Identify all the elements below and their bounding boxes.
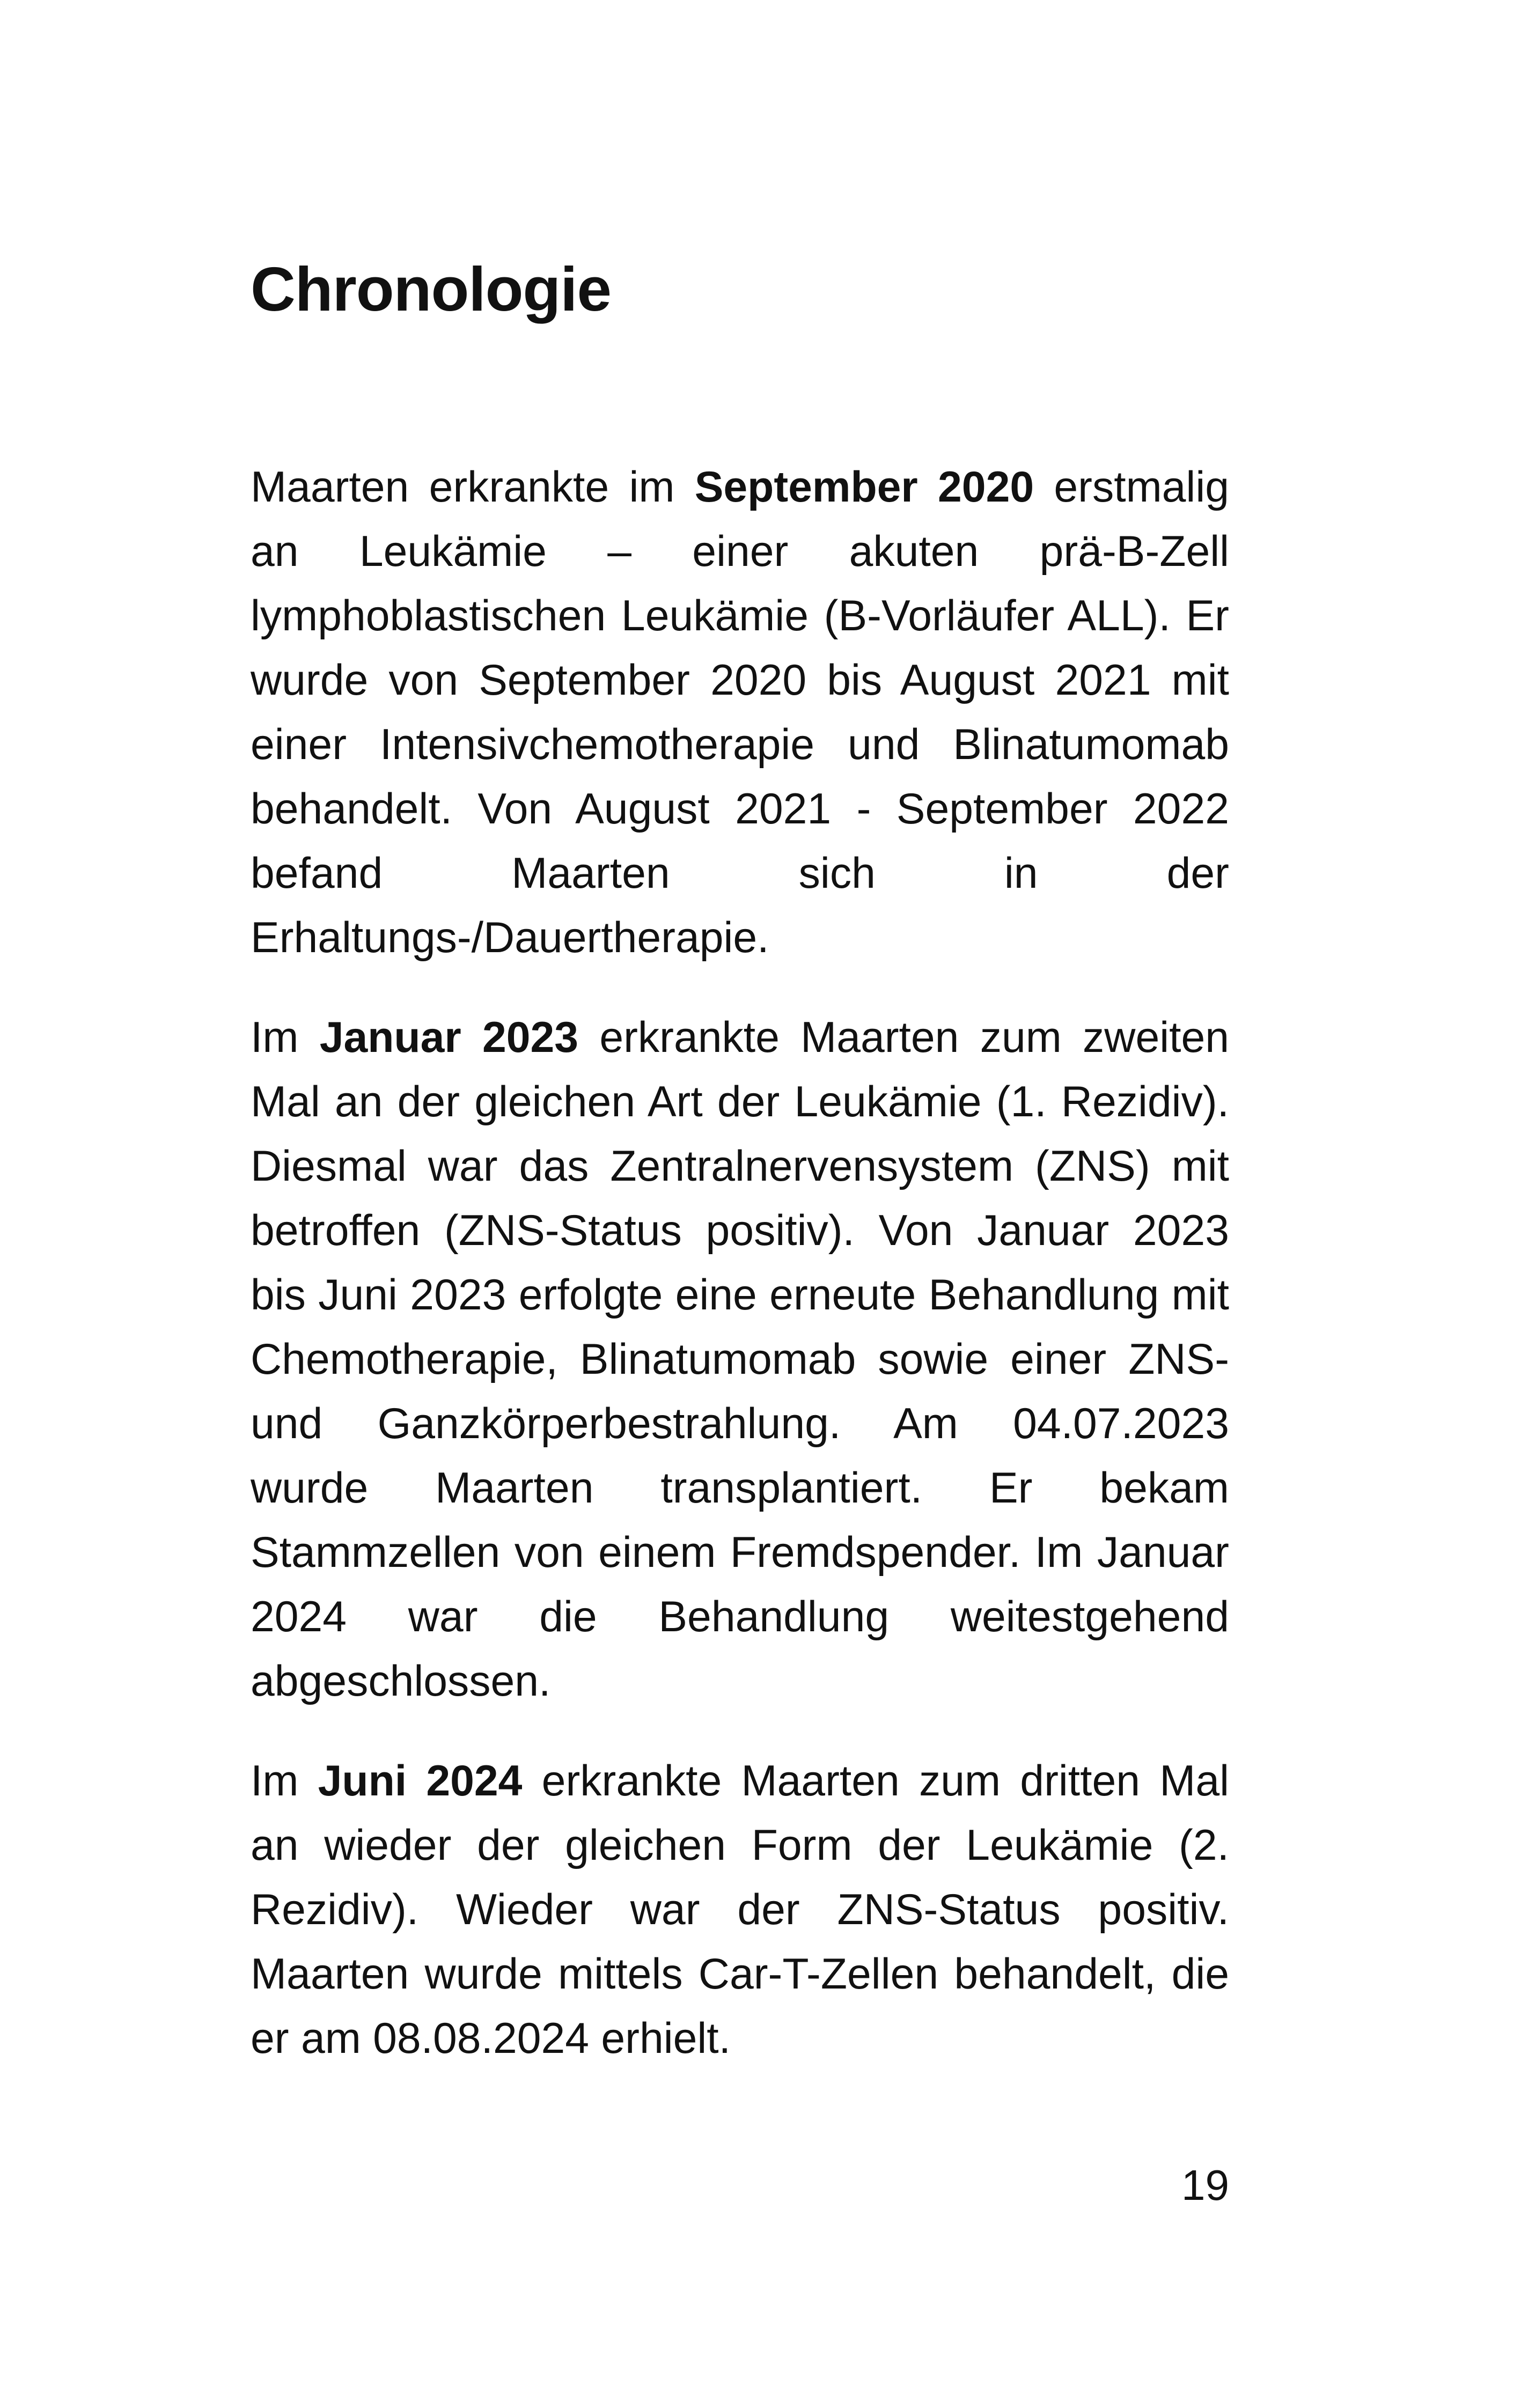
body-text <box>251 455 1229 2106</box>
date-highlight: September 2020 <box>694 463 1034 511</box>
page-number: 19 <box>1181 2161 1229 2209</box>
paragraph-september-2020 <box>251 455 1229 970</box>
paragraph-text: erstmalig an Leukämie – einer akuten prä-B-Zell lymphoblastischen Leukämie (B-Vorläufer ALL). Er wurde von September 2020 bis August 2021 mit einer Intensivchemotherapie und Blinatumomab behandelt. Von August 2021 - September 2022 befand Maarten sich in der Erhaltungs-/Dauertherapie. <box>251 463 1229 962</box>
date-highlight: Januar 2023 <box>319 1013 579 1062</box>
page-heading: Chronologie <box>251 254 612 324</box>
paragraph-juni-2024 <box>251 1749 1229 2071</box>
date-highlight: Juni 2024 <box>318 1757 523 1805</box>
paragraph-text: Im <box>251 1013 320 1062</box>
paragraph-januar-2023 <box>251 1005 1229 1713</box>
paragraph-text: erkrankte Maarten zum dritten Mal an wieder der gleichen Form der Leukämie (2. Rezidiv). Wieder war der ZNS-Status positiv. Maarten wurde mittels Car-T-Zellen behandelt, die er am 08.08.2024 erhielt. <box>251 1757 1229 2063</box>
paragraph-text: Maarten erkrankte im <box>251 463 695 511</box>
paragraph-text: Im <box>251 1757 318 1805</box>
paragraph-text: erkrankte Maarten zum zweiten Mal an der gleichen Art der Leukämie (1. Rezidiv). Diesmal war das Zentralnervensystem (ZNS) mit betroffen (ZNS-Status positiv). Von Januar 2023 bis Juni 2023 erfolgte eine erneute Behandlung mit Chemotherapie, Blinatumomab sowie einer ZNS- und Ganzkörperbestrahlung. Am 04.07.2023 wurde Maarten transplantiert. Er bekam Stammzellen von einem Fremdspender. Im Januar 2024 war die Behandlung weitestgehend abgeschlossen. <box>251 1013 1230 1705</box>
